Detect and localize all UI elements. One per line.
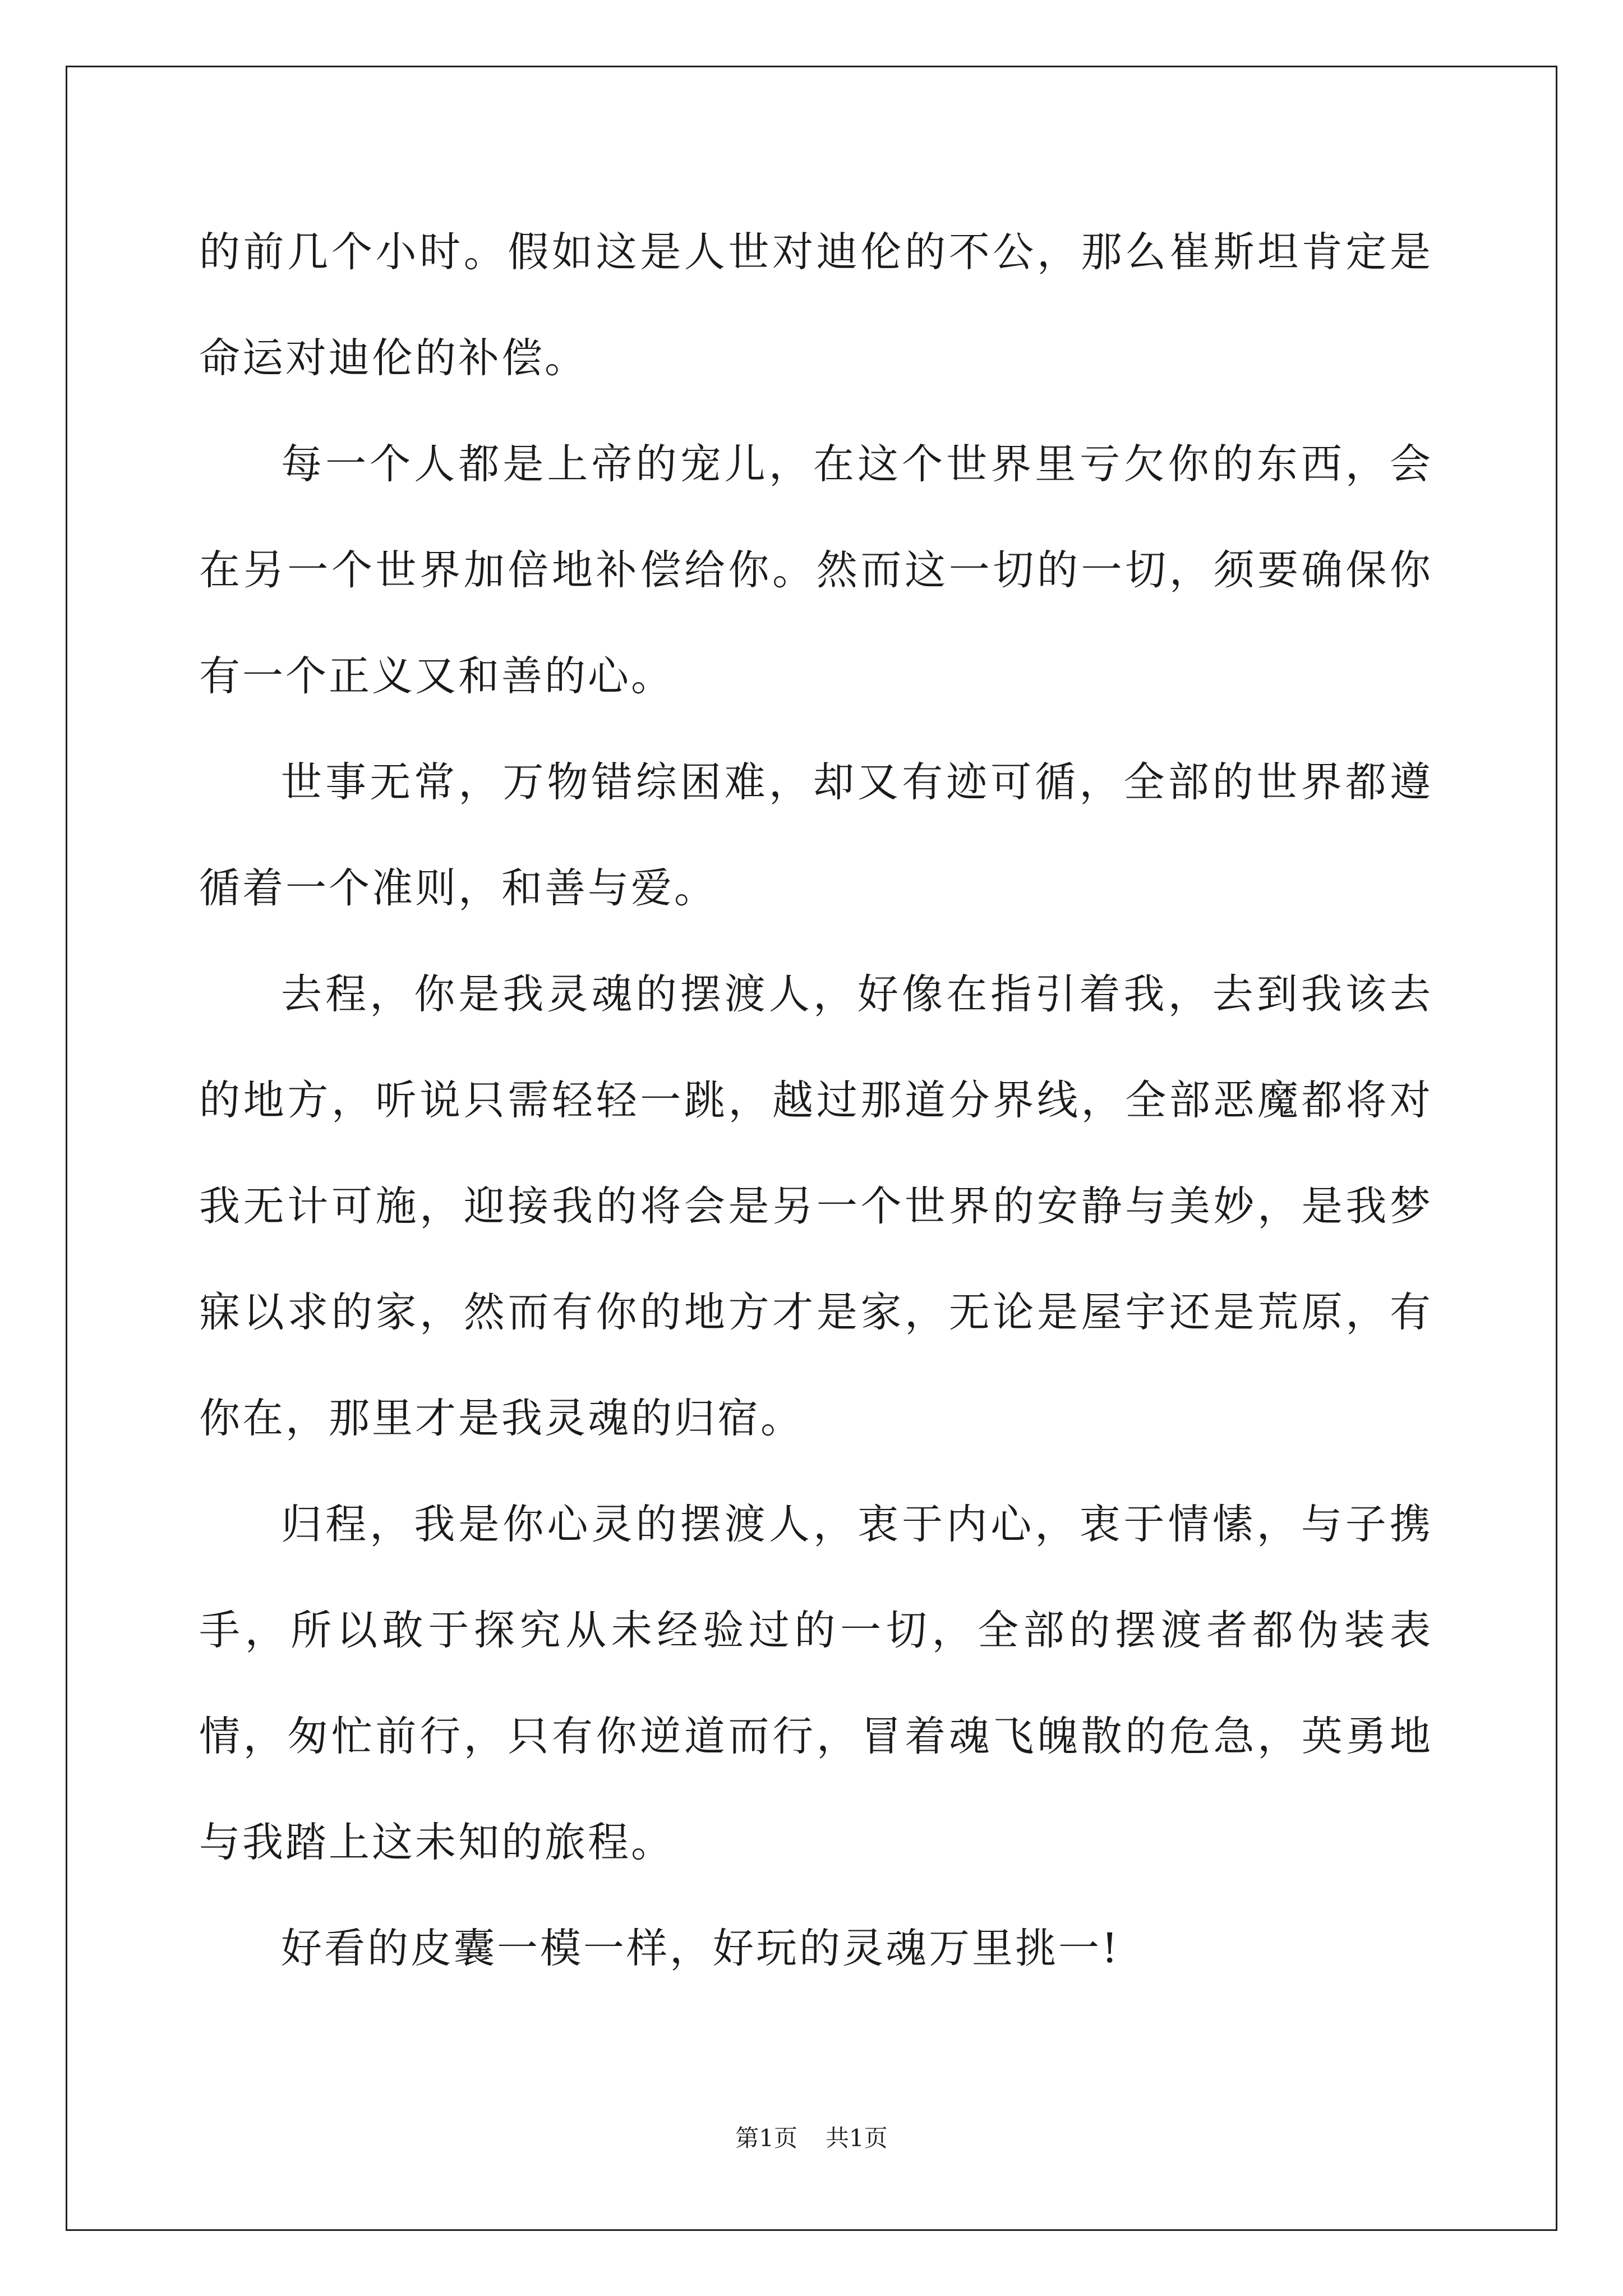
paragraph-2: 每一个人都是上帝的宠儿，在这个世界里亏欠你的东西，会在另一个世界加倍地补偿给你。然而这一切的一切，须要确保你有一个正义又和善的心。 bbox=[199, 440, 1433, 700]
paragraph-6: 好看的皮囊一模一样，好玩的灵魂万里挑一! bbox=[281, 1925, 1121, 1972]
page-total: 共1页 bbox=[826, 2124, 888, 2152]
paragraph-5: 归程，我是你心灵的摆渡人，衷于内心，衷于情愫，与子携手，所以敢于探究从未经验过的一切，全部的摆渡者都伪装表情，匆忙前行，只有你逆道而行，冒着魂飞魄散的危急，英勇地与我踏上这未知的旅程。 bbox=[199, 1501, 1433, 1866]
page-number: 第1页 bbox=[735, 2124, 797, 2152]
document-body bbox=[199, 199, 1433, 2001]
page-footer bbox=[0, 2122, 1623, 2155]
paragraph-4: 去程，你是我灵魂的摆渡人，好像在指引着我，去到我该去的地方，听说只需轻轻一跳，越过那道分界线，全部恶魔都将对我无计可施，迎接我的将会是另一个世界的安静与美妙，是我梦寐以求的家，然而有你的地方才是家，无论是屋宇还是荒原，有你在，那里才是我灵魂的归宿。 bbox=[199, 970, 1433, 1442]
paragraph-3: 世事无常，万物错综困难，却又有迹可循，全部的世界都遵循着一个准则，和善与爱。 bbox=[199, 758, 1433, 912]
paragraph-1: 的前几个小时。假如这是人世对迪伦的不公，那么崔斯坦肯定是命运对迪伦的补偿。 bbox=[199, 228, 1433, 382]
